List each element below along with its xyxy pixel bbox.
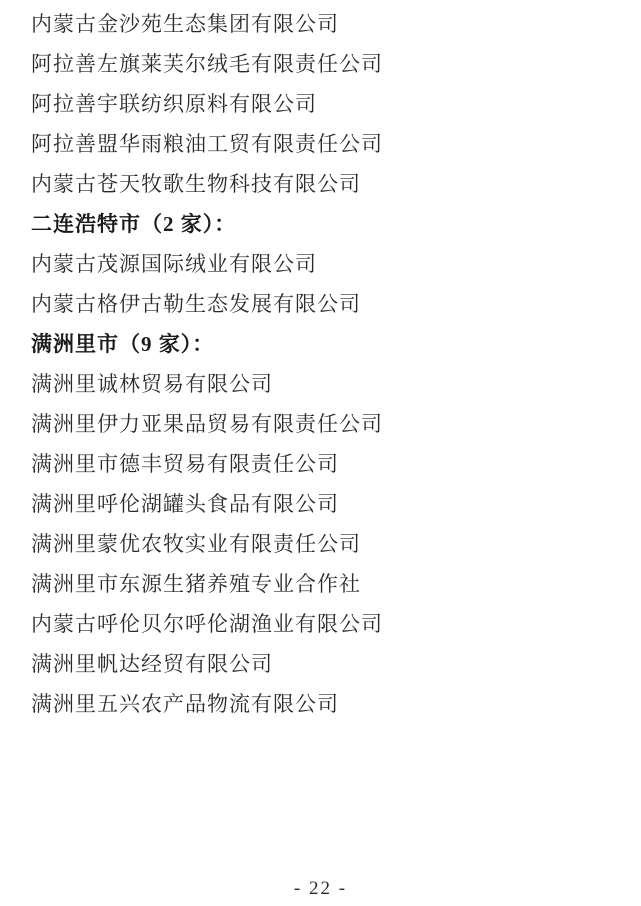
company-list-item: 阿拉善宇联纺织原料有限公司 (31, 92, 317, 116)
company-list-item: 满洲里市东源生猪养殖专业合作社 (31, 572, 361, 596)
company-list-item: 满洲里市德丰贸易有限责任公司 (31, 452, 339, 476)
company-list-item: 满洲里伊力亚果品贸易有限责任公司 (31, 412, 383, 436)
section-header: 满洲里市（9 家）： (31, 332, 215, 356)
company-list (31, 4, 621, 724)
company-list-item: 满洲里呼伦湖罐头食品有限公司 (31, 492, 339, 516)
company-list-item: 满洲里五兴农产品物流有限公司 (31, 692, 339, 716)
company-list-item: 满洲里诚林贸易有限公司 (31, 372, 273, 396)
company-list-item: 内蒙古金沙苑生态集团有限公司 (31, 12, 339, 36)
company-list-item: 内蒙古格伊古勒生态发展有限公司 (31, 292, 361, 316)
company-list-item: 内蒙古茂源国际绒业有限公司 (31, 252, 317, 276)
company-list-item: 阿拉善左旗莱芙尔绒毛有限责任公司 (31, 52, 383, 76)
company-list-item: 阿拉善盟华雨粮油工贸有限责任公司 (31, 132, 383, 156)
company-list-item: 内蒙古呼伦贝尔呼伦湖渔业有限公司 (31, 612, 383, 636)
company-list-item: 内蒙古苍天牧歌生物科技有限公司 (31, 172, 361, 196)
company-list-item: 满洲里帆达经贸有限公司 (31, 652, 273, 676)
company-list-item: 满洲里蒙优农牧实业有限责任公司 (31, 532, 361, 556)
section-header: 二连浩特市（2 家）： (31, 212, 237, 236)
page-number: - 22 - (293, 878, 348, 899)
